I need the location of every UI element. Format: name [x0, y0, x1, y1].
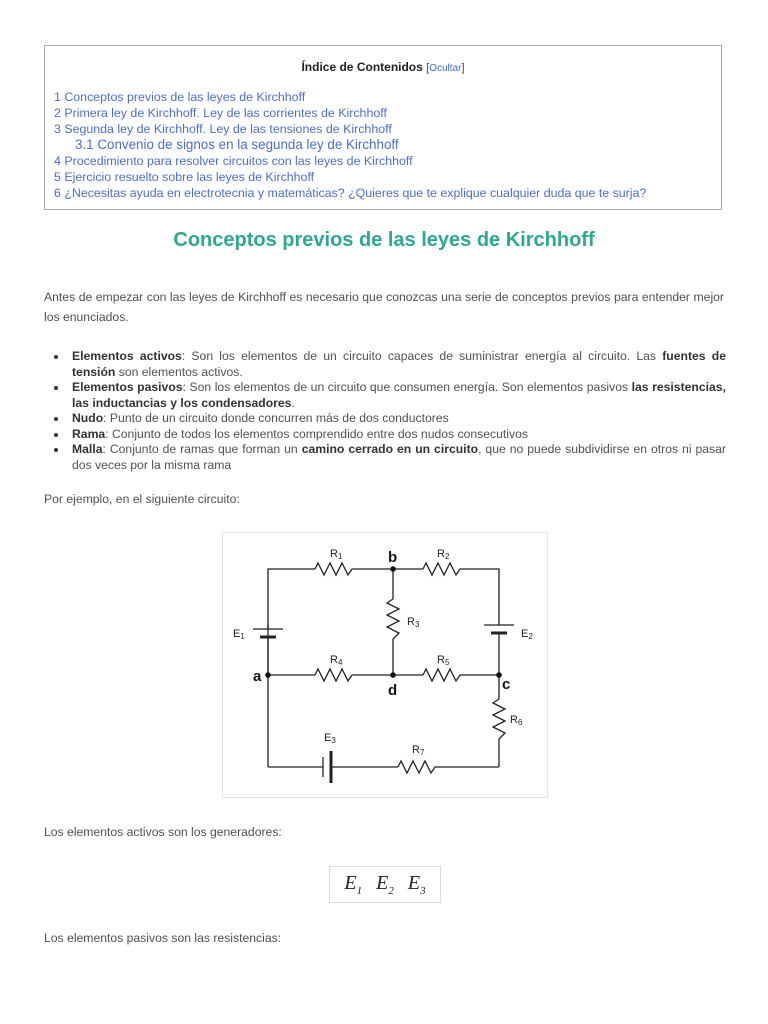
label-e3: E3 [324, 732, 336, 745]
resistor-r5 [423, 669, 463, 681]
formula-e1: $E_1$ [344, 872, 363, 897]
intro-paragraph: Antes de empezar con las leyes de Kirchhoff es necesario que conozcas una serie de conceptos previos para entender mejor los enunciados. [44, 290, 724, 324]
label-r5: R5 [437, 654, 450, 667]
toc-list [54, 89, 646, 201]
toc-link-5[interactable]: 5 Ejercicio resuelto sobre las leyes de Kirchhoff [54, 170, 315, 184]
resistor-r7 [398, 761, 438, 773]
passive-elements-text: Los elementos pasivos son las resistencias: [44, 931, 282, 945]
toc-toggle: [Ocultar] [426, 62, 465, 74]
resistor-r6 [493, 699, 505, 739]
node-dot-b [390, 566, 396, 572]
label-e2: E2 [521, 628, 533, 641]
label-e1: E1 [233, 628, 245, 641]
node-dot-d [390, 672, 396, 678]
node-label-c: c [502, 676, 511, 693]
label-r6: R6 [510, 714, 523, 727]
example-intro: Por ejemplo, en el siguiente circuito: [44, 492, 240, 506]
node-dot-a [265, 672, 271, 678]
section-heading: Conceptos previos de las leyes de Kirchhoff [173, 229, 595, 251]
toc-link-6[interactable]: 6 ¿Necesitas ayuda en electrotecnia y matemáticas? ¿Quieres que te explique cualquier duda que te surja? [54, 186, 647, 200]
table-of-contents [44, 45, 722, 210]
resistor-r1 [315, 563, 355, 575]
toc-link-3[interactable]: 3 Segunda ley de Kirchhoff. Ley de las tensiones de Kirchhoff [54, 122, 392, 136]
toc-link-4[interactable]: 4 Procedimiento para resolver circuitos con las leyes de Kirchhoff [54, 154, 413, 168]
formula-e2: $E_2$ [376, 872, 394, 897]
label-r7: R7 [412, 744, 425, 757]
active-elements-formula [329, 866, 441, 903]
list-item-active-elements: Elementos activos: Son los elementos de un circuito capaces de suministrar energía al circuito. Las fuentes de tensión son elementos activos. [72, 349, 726, 379]
toc-link-3-1[interactable]: 3.1 Convenio de signos en la segunda ley de Kirchhoff [75, 137, 399, 152]
resistor-r3 [387, 599, 399, 639]
circuit-diagram [222, 532, 548, 798]
toc-link-1[interactable]: 1 Conceptos previos de las leyes de Kirchhoff [54, 90, 306, 104]
formula-e3: $E_3$ [407, 872, 426, 897]
label-r3: R3 [407, 616, 420, 629]
label-r1: R1 [330, 548, 343, 561]
resistor-r2 [423, 563, 463, 575]
active-elements-text: Los elementos activos son los generadores: [44, 825, 282, 839]
label-r4: R4 [330, 654, 343, 667]
toc-hide-link[interactable]: Ocultar [429, 63, 462, 74]
resistor-r4 [315, 669, 355, 681]
toc-link-2[interactable]: 2 Primera ley de Kirchhoff. Ley de las corrientes de Kirchhoff [54, 106, 387, 120]
list-item-branch: Rama: Conjunto de todos los elementos comprendido entre dos nudos consecutivos [72, 427, 726, 443]
battery-e3 [323, 751, 331, 783]
circuit-wires [268, 569, 499, 767]
list-item-passive-elements: Elementos pasivos: Son los elementos de un circuito que consumen energía. Son elementos pasivos las resistencias, las inductancias y los condensadores. [72, 380, 726, 410]
list-item-node: Nudo: Punto de un circuito donde concurren más de dos conductores [72, 411, 726, 427]
toc-title-text: Índice de Contenidos [301, 60, 423, 74]
list-item-mesh: Malla: Conjunto de ramas que forman un camino cerrado en un circuito, que no puede subdividirse en otros ni pasar dos veces por la misma rama [72, 442, 726, 472]
node-label-a: a [253, 668, 262, 685]
node-dot-c [496, 672, 502, 678]
node-label-b: b [388, 549, 398, 566]
node-label-d: d [388, 682, 398, 699]
battery-e2 [484, 625, 514, 637]
toc-title [45, 60, 721, 74]
concepts-list [44, 349, 726, 473]
label-r2: R2 [437, 548, 450, 561]
